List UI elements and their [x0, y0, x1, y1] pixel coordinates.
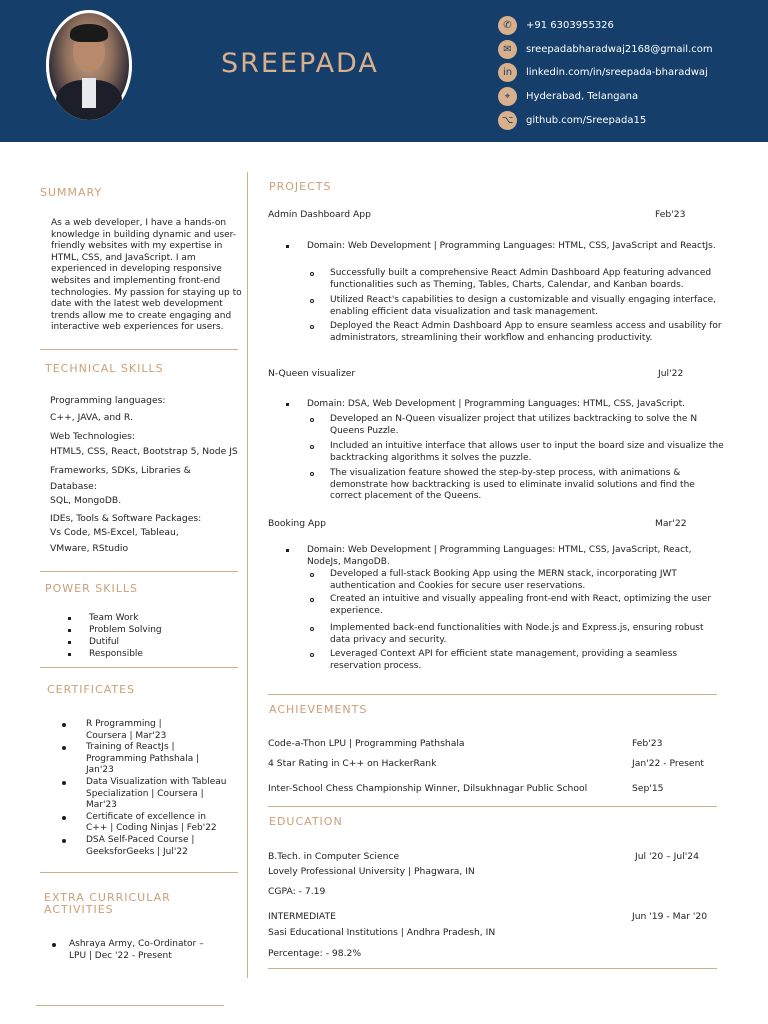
achievement-date: Sep'15 — [632, 783, 664, 794]
phone-text: +91 6303955326 — [526, 20, 614, 31]
bullet-icon — [286, 549, 289, 552]
photo-hair — [70, 24, 108, 42]
contact-linkedin[interactable] — [498, 63, 708, 82]
power-skills-divider — [40, 667, 238, 668]
project-domain: Domain: DSA, Web Development | Programming Languages: HTML, CSS, JavaScript. — [286, 399, 716, 411]
certificates-list — [62, 719, 232, 858]
project-point: Developed a full-stack Booking App using the MERN stack, incorporating JWT authentication and Cookies for secure user reservations. — [310, 569, 724, 592]
list-item: R Programming | Coursera | Mar'23 — [62, 719, 222, 742]
summary-divider — [40, 349, 238, 350]
location-icon: ⌖ — [498, 87, 517, 106]
education-degree: INTERMEDIATE — [268, 911, 336, 922]
location-text: Hyderabad, Telangana — [526, 91, 639, 102]
projects-title: PROJECTS — [269, 180, 332, 193]
extra-curricular-list — [52, 939, 222, 962]
project-date: Jul'22 — [658, 368, 684, 379]
profile-photo — [46, 10, 132, 120]
skill-line: Web Technologies: — [50, 431, 136, 442]
resume-header — [0, 0, 768, 142]
email-text: sreepadabharadwaj2168@gmail.com — [526, 44, 713, 55]
project-point: Leveraged Context API for efficient state management, providing a seamless reservation process. — [310, 649, 724, 672]
skill-line: HTML5, CSS, React, Bootstrap 5, Node JS — [50, 446, 238, 457]
list-item: Problem Solving — [68, 624, 162, 636]
photo-shirt — [82, 78, 96, 108]
skills-divider — [40, 571, 238, 572]
email-icon: ✉ — [498, 40, 517, 59]
project-name: N-Queen visualizer — [268, 368, 356, 379]
bullet-icon — [310, 445, 314, 449]
achievement-date: Feb'23 — [632, 738, 663, 749]
skill-line: Vs Code, MS-Excel, Tableau, — [50, 527, 179, 538]
list-item: Training of ReactJs | Programming Pathshala | Jan'23 — [62, 742, 222, 777]
project-point: Utilized React's capabilities to design a customizable and visually engaging interface, enabling efficient data visualization and task management. — [310, 295, 724, 318]
bullet-icon — [310, 573, 314, 577]
bullet-icon — [62, 746, 66, 750]
bullet-icon — [310, 472, 314, 476]
bullet-icon — [52, 943, 56, 947]
project-date: Mar'22 — [655, 518, 687, 529]
skill-line: C++, JAVA, and R. — [50, 412, 133, 423]
achievements-title: ACHIEVEMENTS — [269, 703, 368, 716]
bullet-icon — [62, 781, 66, 785]
education-score: CGPA: - 7.19 — [268, 886, 326, 897]
bottom-divider — [36, 1005, 224, 1006]
project-point: Implemented back-end functionalities with Node.js and Express.js, ensuring robust data privacy and security. — [310, 623, 724, 646]
phone-icon: ✆ — [498, 16, 517, 35]
candidate-name: SREEPADA — [221, 48, 379, 79]
project-point: Successfully built a comprehensive React Admin Dashboard App featuring advanced functionalities such as Theming, Tables, Charts, Calendar, and Kanban boards. — [310, 268, 724, 291]
education-school: Lovely Professional University | Phagwara, IN — [268, 866, 475, 877]
contact-phone[interactable] — [498, 16, 614, 35]
bullet-icon — [68, 617, 71, 620]
project-point: The visualization feature showed the step-by-step process, with animations & demonstrate how backtracking is used to eliminate invalid solutions and find the correct placement of the Queens. — [310, 468, 724, 503]
list-item: Certificate of excellence in C++ | Coding Ninjas | Feb'22 — [62, 812, 232, 835]
project-point: Developed an N-Queen visualizer project that utilizes backtracking to solve the N Queens Puzzle. — [310, 414, 724, 437]
list-item: DSA Self-Paced Course | GeeksforGeeks | Jul'22 — [62, 835, 232, 858]
education-score: Percentage: - 98.2% — [268, 948, 362, 959]
bullet-icon — [310, 653, 314, 657]
education-divider — [268, 968, 717, 969]
bullet-icon — [310, 325, 314, 329]
bullet-icon — [68, 641, 71, 644]
bullet-icon — [310, 299, 314, 303]
bullet-icon — [310, 272, 314, 276]
bullet-icon — [62, 723, 66, 727]
bullet-icon — [286, 403, 289, 406]
skill-line: Programming languages: — [50, 395, 166, 406]
achievement-text: Code-a-Thon LPU | Programming Pathshala — [268, 738, 465, 749]
list-item: Data Visualization with Tableau Specialization | Coursera | Mar'23 — [62, 777, 232, 812]
project-name: Booking App — [268, 518, 326, 529]
project-domain: Domain: Web Development | Programming Languages: HTML, CSS, JavaScript and ReactJs. — [286, 241, 716, 253]
list-item: Ashraya Army, Co-Ordinator – LPU | Dec '22 - Present — [52, 939, 222, 962]
linkedin-icon: in — [498, 63, 517, 82]
bullet-icon — [68, 653, 71, 656]
bullet-icon — [310, 418, 314, 422]
contact-email[interactable] — [498, 40, 713, 59]
extra-curricular-title: EXTRA CURRICULAR ACTIVITIES — [44, 891, 171, 916]
project-domain: Domain: Web Development | Programming Languages: HTML, CSS, JavaScript, React, NodeJs, MangoDB. — [286, 545, 716, 568]
skill-line: Database: — [50, 481, 97, 492]
bullet-icon — [286, 245, 289, 248]
github-icon: ⌥ — [498, 111, 517, 130]
linkedin-text: linkedin.com/in/sreepada-bharadwaj — [526, 67, 708, 78]
skill-line: VMware, RStudio — [50, 543, 129, 554]
projects-divider — [268, 694, 717, 695]
skill-line: SQL, MongoDB. — [50, 495, 122, 506]
bullet-icon — [62, 839, 66, 843]
bullet-icon — [310, 627, 314, 631]
project-point: Included an intuitive interface that allows user to input the board size and visualize the backtracking algorithms it solves the puzzle. — [310, 441, 724, 464]
project-date: Feb'23 — [655, 209, 686, 220]
education-date: Jul '20 – Jul'24 — [635, 851, 699, 862]
list-item: Team Work — [68, 612, 162, 624]
list-item: Dutiful — [68, 636, 162, 648]
bullet-icon — [68, 629, 71, 632]
achievement-date: Jan'22 - Present — [632, 758, 705, 769]
skill-line: IDEs, Tools & Software Packages: — [50, 513, 202, 524]
bullet-icon — [310, 598, 314, 602]
list-item: Responsible — [68, 648, 162, 660]
contact-location — [498, 87, 638, 106]
achievement-text: 4 Star Rating in C++ on HackerRank — [268, 758, 437, 769]
education-degree: B.Tech. in Computer Science — [268, 851, 400, 862]
project-name: Admin Dashboard App — [268, 209, 371, 220]
achievement-text: Inter-School Chess Championship Winner, Dilsukhnagar Public School — [268, 783, 588, 794]
column-divider — [247, 172, 248, 978]
achievements-divider — [268, 806, 717, 807]
power-skills-title: POWER SKILLS — [45, 582, 138, 595]
certificates-title: CERTIFICATES — [47, 683, 136, 696]
power-skills-list — [68, 612, 162, 660]
summary-title: SUMMARY — [40, 186, 103, 199]
education-date: Jun '19 - Mar '20 — [632, 911, 708, 922]
project-point: Deployed the React Admin Dashboard App to ensure seamless access and usability for administrators, streamlining their workflow and enhancing productivity. — [310, 321, 724, 344]
skill-line: Frameworks, SDKs, Libraries & — [50, 465, 191, 476]
education-school: Sasi Educational Institutions | Andhra Pradesh, IN — [268, 927, 496, 938]
project-point: Created an intuitive and visually appealing front-end with React, optimizing the user experience. — [310, 594, 724, 617]
summary-text: As a web developer, I have a hands-on knowledge in building dynamic and user-friendly websites with my expertise in HTML, CSS, and JavaScript. I am experienced in developing responsive websites and implementing front-end technologies. My passion for staying up to date with the latest web development trends allow me to create engaging and interactive web experiences for users. — [51, 218, 242, 333]
bullet-icon — [62, 816, 66, 820]
certificates-divider — [40, 872, 238, 873]
github-text: github.com/Sreepada15 — [526, 115, 647, 126]
technical-skills-title: TECHNICAL SKILLS — [45, 362, 164, 375]
education-title: EDUCATION — [269, 815, 343, 828]
contact-github[interactable] — [498, 111, 646, 130]
